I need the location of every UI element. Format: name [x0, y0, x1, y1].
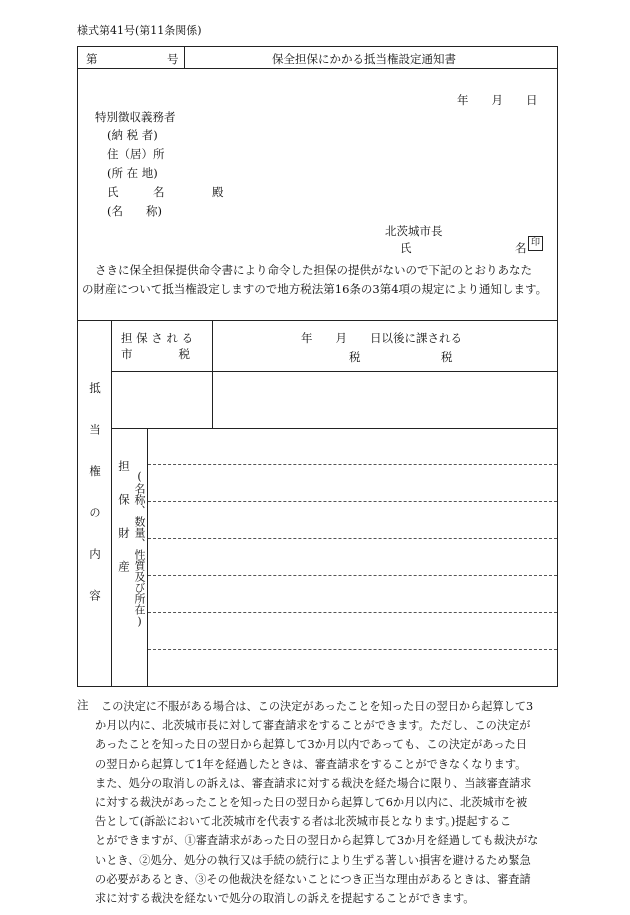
sender-name-label: 氏 名 — [400, 241, 527, 255]
note-line: に対する裁決があったことを知った日の翌日から起算して6か月以内に、北茨城市を被 — [95, 796, 528, 810]
note-label: 注 — [77, 698, 89, 712]
note-text — [95, 697, 538, 908]
organization-label: (名 称) — [107, 204, 162, 218]
tax-header-1: 年 月 日以後に課される — [301, 331, 462, 345]
note-line: また、処分の取消しの訴えは、審査請求に対する裁決を経た場合に限り、当該審査請求 — [95, 776, 532, 790]
note-line: 告として(訴訟において北茨城市を代表する者は北茨城市長となります。)提起するこ — [95, 815, 512, 829]
note-line: この決定に不服がある場合は、この決定があったことを知った日の翌日から起算して3 — [101, 700, 534, 713]
property-label: 担保財産 — [117, 460, 131, 594]
name-label: 氏 名 — [107, 185, 165, 199]
form-number: 様式第41号(第11条関係) — [77, 24, 202, 37]
taxpayer-label: (納 税 者) — [107, 128, 158, 142]
number-suffix: 号 — [167, 52, 179, 66]
note-line: か月以内に、北茨城市長に対して審査請求をすることができます。ただし、この決定が — [95, 719, 531, 733]
seal-mark: 印 — [528, 236, 543, 251]
note-line: あったことを知った日の翌日から起算して3か月以内であっても、この決定があった日 — [95, 738, 527, 752]
note-line: いとき、②処分、処分の執行又は手続の続行により生ずる著しい損害を避けるため緊急 — [95, 853, 531, 867]
number-prefix: 第 — [86, 52, 98, 66]
address-label: 住（居）所 — [107, 147, 165, 161]
tax-label-1: 担 保 さ れ る — [121, 331, 194, 345]
note-line: の翌日から起算して1年を経過したときは、審査請求をすることができなくなります。 — [95, 757, 527, 771]
body-line-2: の財産について抵当権設定しますので地方税法第16条の3第4項の規定により通知します。 — [82, 282, 548, 296]
issue-date: 年 月 日 — [457, 93, 538, 107]
note-line: 求に対する裁決を経ないで処分の取消しの訴えを提起することができます。 — [95, 892, 475, 906]
note-line: とができますが、①審査請求があった日の翌日から起算して3か月を経過しても裁決がな — [95, 834, 539, 848]
location-label: (所 在 地) — [107, 166, 158, 180]
mortgage-content-label: 抵当権の内容 — [88, 382, 102, 631]
honorific: 殿 — [212, 185, 224, 199]
document-title: 保全担保にかかる抵当権設定通知書 — [272, 52, 456, 66]
tax-label-2: 市 税 — [121, 347, 190, 361]
sender-title: 北茨城市長 — [385, 224, 443, 238]
property-sublabel: (名称、数量、性質及び所在) — [133, 470, 146, 628]
note-line: の必要があるとき、③その他裁決を経ないことにつき正当な理由があるときは、審査請 — [95, 872, 531, 886]
tax-header-2: 税 税 — [349, 350, 453, 364]
body-line-1: さきに保全担保提供命令書により命令した担保の提供がないので下記のとおりあなた — [95, 263, 532, 277]
recipient-label: 特別徴収義務者 — [95, 110, 176, 124]
